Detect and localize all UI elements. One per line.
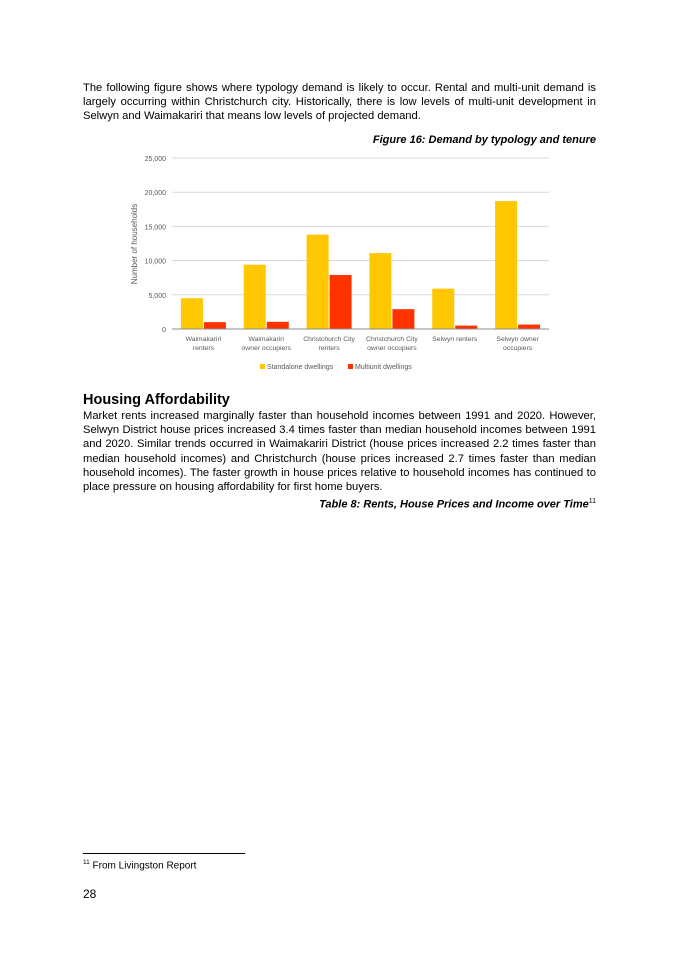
y-tick-label: 25,000 [144,156,166,163]
x-tick-label: Selwyn renters [432,336,478,343]
standalone-bar [369,253,391,329]
x-tick-label: Waimakariri [185,336,222,343]
y-tick-label: 5,000 [148,292,166,300]
x-tick-label: Christchurch City [366,336,418,343]
standalone-bar [181,298,203,329]
standalone-bar [244,265,266,329]
x-tick-label: owner occupiers [367,345,417,352]
footnote-divider [83,853,245,854]
y-tick-label: 10,000 [144,258,166,266]
standalone-bar [307,235,329,329]
multiunit-bar [518,325,540,329]
x-tick-label: Waimakariri [248,336,285,343]
page-number: 28 [83,887,97,901]
x-tick-label: Selwyn owner [496,336,539,343]
footnote-text: From Livingston Report [92,860,197,872]
footnote [83,859,196,871]
y-tick-label: 15,000 [144,224,166,232]
footnote-reference: 11 [588,498,596,505]
x-tick-label: renters [318,345,340,352]
y-tick-label: 0 [162,327,166,334]
x-tick-label: owner occupiers [241,345,291,352]
table-caption [319,498,596,511]
y-tick-label: 20,000 [144,190,166,198]
legend-label: Multiunit dwellings [355,364,412,371]
table-caption-text: Table 8: Rents, House Prices and Income over Time [319,498,589,511]
x-axis-labels [186,336,540,352]
x-tick-label: renters [192,345,214,352]
figure-caption: Figure 16: Demand by typology and tenure [372,134,596,146]
x-tick-label: occupiers [503,345,533,352]
multiunit-bar [267,322,289,329]
y-axis-title: Number of households [130,203,139,285]
section-heading: Housing Affordability [83,392,230,408]
chart-gridlines [172,158,549,295]
y-axis-ticks [145,156,167,334]
standalone-bar [495,201,517,329]
legend-swatch-standalone [260,364,265,369]
x-tick-label: Christchurch City [303,336,355,343]
demand-bar-chart [120,148,560,378]
intro-paragraph: The following figure shows where typology demand is likely to occur. Rental and multi-unit demand is largely occurring within Christchurch city. Historically, there is low levels of multi-unit development in Selwyn and Waimakariri that means low levels of projected demand. [83,82,596,123]
legend-swatch-multiunit [348,364,353,369]
chart-bars [181,201,540,329]
multiunit-bar [392,309,414,329]
multiunit-bar [455,326,477,329]
multiunit-bar [204,322,226,329]
footnote-number: 11 [83,859,90,866]
multiunit-bar [330,275,352,329]
chart-legend [260,364,412,371]
legend-label: Standalone dwellings [267,364,334,371]
affordability-paragraph: Market rents increased marginally faster than household incomes between 1991 and 2020. However, Selwyn District house prices increased 3.4 times faster than median household incomes between 1991 and 2020. Similar trends occurred in Waimakariri District (house prices increased 2.2 times faster than median household incomes) and Christchurch (house prices increased 2.7 times faster than median household incomes). The faster growth in house prices relative to household incomes has continued to place pressure on housing affordability for first home buyers. [83,410,596,494]
standalone-bar [432,289,454,329]
